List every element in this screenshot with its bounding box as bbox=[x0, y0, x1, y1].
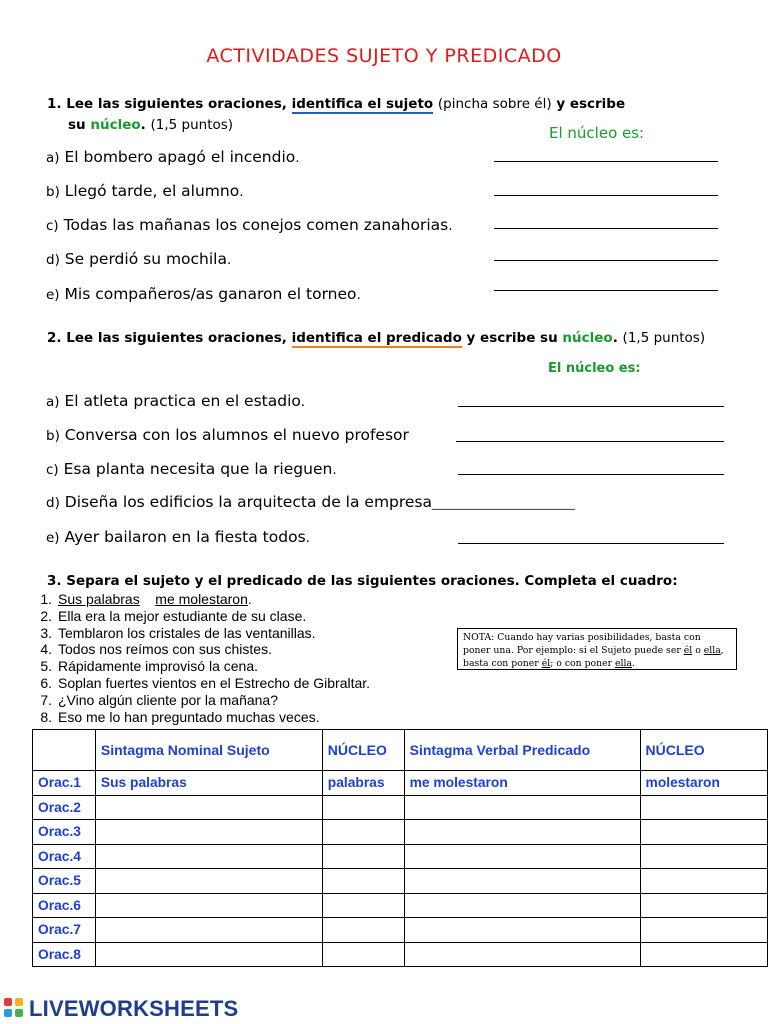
note-text: o bbox=[695, 645, 701, 656]
row-label: Orac.7 bbox=[33, 918, 96, 943]
section1-number: 1. bbox=[47, 96, 62, 112]
row-label: Orac.3 bbox=[33, 820, 96, 845]
list-item-number: 2. bbox=[40, 607, 52, 624]
table-row bbox=[33, 893, 768, 918]
s2-text-a: El atleta practica en el estadio bbox=[64, 392, 301, 410]
list-item-number: 1. bbox=[40, 591, 52, 607]
cell-sujeto[interactable] bbox=[95, 893, 322, 918]
list-item-number: 4. bbox=[40, 641, 52, 658]
s2-text-e: Ayer bailaron en la fiesta todos bbox=[64, 528, 306, 546]
note-box bbox=[457, 628, 737, 670]
list-item bbox=[32, 625, 370, 642]
row-label: Orac.4 bbox=[33, 844, 96, 869]
cell-nucleo-predicado[interactable] bbox=[640, 942, 767, 967]
section1-text-2: y escribe bbox=[556, 96, 626, 112]
s2-sentence-e bbox=[46, 528, 310, 546]
note-example: ella bbox=[615, 658, 633, 669]
s1-letter-c: c) bbox=[46, 218, 59, 234]
note-text: , basta con poner bbox=[463, 645, 724, 669]
section1-hint: (pincha sobre él) bbox=[437, 96, 552, 112]
s1-answer-line-e[interactable] bbox=[494, 290, 718, 291]
section2-nucleo-word: núcleo bbox=[562, 330, 613, 346]
row-label: Orac.6 bbox=[33, 893, 96, 918]
note-example: ella bbox=[703, 645, 721, 656]
s2-end-d: __________________________ bbox=[432, 497, 576, 510]
s2-text-b: Conversa con los alumnos el nuevo profesor bbox=[64, 426, 409, 444]
list-item bbox=[32, 675, 370, 692]
section2-instruction bbox=[47, 330, 705, 346]
section1-nucleo-label: El núcleo es: bbox=[549, 124, 645, 142]
section2-nucleo-label: El núcleo es: bbox=[548, 361, 641, 376]
section3-heading: 3. Separa el sujeto y el predicado de las siguientes oraciones. Completa el cuadro: bbox=[47, 573, 678, 589]
s1-sentence-c bbox=[46, 216, 453, 234]
list-item-text: Temblaron los cristales de las ventanillas. bbox=[58, 624, 316, 641]
table-row bbox=[33, 869, 768, 894]
s2-text-c: Esa planta necesita que la rieguen bbox=[63, 460, 333, 478]
s1-answer-line-d[interactable] bbox=[494, 260, 718, 261]
table-header-corner bbox=[33, 730, 96, 771]
cell-sujeto[interactable]: Sus palabras bbox=[95, 771, 322, 796]
section2-identify-predicate: identifica el predicado bbox=[291, 330, 462, 346]
cell-predicado[interactable] bbox=[404, 844, 640, 869]
s1-answer-line-a[interactable] bbox=[494, 161, 718, 162]
cell-nucleo-sujeto[interactable] bbox=[322, 893, 404, 918]
header-nucleo-2: NÚCLEO bbox=[640, 730, 767, 771]
list-item-text: Ella era la mejor estudiante de su clase. bbox=[58, 607, 307, 624]
s2-sentence-d bbox=[46, 493, 575, 511]
s1-sentence-b bbox=[46, 182, 244, 200]
note-text: NOTA: Cuando hay varias posibilidades, basta con poner una. Por ejemplo: si el Sujeto puede ser bbox=[463, 632, 701, 656]
s1-letter-b: b) bbox=[46, 184, 60, 200]
s2-sentence-b bbox=[46, 426, 409, 444]
s1-letter-a: a) bbox=[46, 150, 60, 166]
cell-nucleo-predicado[interactable] bbox=[640, 869, 767, 894]
section1-text-1: Lee las siguientes oraciones, bbox=[66, 96, 287, 112]
section2-text-2: y escribe su bbox=[466, 330, 558, 346]
s2-text-d: Diseña los edificios la arquitecta de la empresa bbox=[64, 493, 433, 511]
s2-answer-line-a[interactable] bbox=[458, 406, 724, 407]
s1-letter-d: d) bbox=[46, 252, 60, 268]
table-header-row bbox=[33, 730, 768, 771]
note-text: . bbox=[632, 658, 635, 669]
note-text: ; o con poner bbox=[550, 658, 613, 669]
row-label: Orac.8 bbox=[33, 942, 96, 967]
list-item-text: ¿Vino algún cliente por la mañana? bbox=[58, 691, 279, 708]
s2-answer-line-b[interactable] bbox=[456, 441, 724, 442]
section1-period: . bbox=[140, 117, 146, 133]
list-item-text: Rápidamente improvisó la cena. bbox=[58, 658, 258, 675]
answer-table bbox=[32, 729, 768, 967]
section3-list bbox=[32, 591, 370, 725]
s1-end-b: . bbox=[239, 184, 244, 200]
example-subject: Sus palabras bbox=[58, 591, 140, 607]
section2-text-1: Lee las siguientes oraciones, bbox=[66, 330, 287, 346]
table-row bbox=[33, 820, 768, 845]
cell-predicado[interactable] bbox=[404, 942, 640, 967]
cell-nucleo-sujeto[interactable] bbox=[322, 820, 404, 845]
header-nucleo-1: NÚCLEO bbox=[322, 730, 404, 771]
s1-sentence-e bbox=[46, 285, 361, 303]
section1-instruction bbox=[47, 96, 625, 112]
s2-letter-b: b) bbox=[46, 428, 60, 444]
cell-nucleo-predicado[interactable] bbox=[640, 893, 767, 918]
cell-predicado[interactable] bbox=[404, 820, 640, 845]
cell-nucleo-sujeto[interactable]: palabras bbox=[322, 771, 404, 796]
s1-letter-e: e) bbox=[46, 287, 60, 303]
cell-nucleo-predicado[interactable] bbox=[640, 820, 767, 845]
table-row bbox=[33, 918, 768, 943]
list-item-text: Soplan fuertes vientos en el Estrecho de Gibraltar. bbox=[58, 674, 371, 691]
cell-nucleo-sujeto[interactable] bbox=[322, 918, 404, 943]
example-period: . bbox=[247, 591, 252, 607]
note-example: él bbox=[541, 658, 551, 669]
s1-text-b: Llegó tarde, el alumno bbox=[64, 182, 240, 200]
cell-sujeto[interactable] bbox=[95, 918, 322, 943]
s1-end-c: . bbox=[448, 218, 453, 234]
liveworksheets-logo-icon bbox=[4, 998, 26, 1020]
list-item bbox=[32, 709, 370, 726]
cell-nucleo-sujeto[interactable] bbox=[322, 795, 404, 820]
note-example: él bbox=[683, 645, 693, 656]
s2-letter-c: c) bbox=[46, 462, 59, 478]
s2-sentence-c bbox=[46, 460, 337, 478]
cell-nucleo-predicado[interactable] bbox=[640, 795, 767, 820]
table-row bbox=[33, 844, 768, 869]
row-label: Orac.1 bbox=[33, 771, 96, 796]
cell-sujeto[interactable] bbox=[95, 795, 322, 820]
header-sintagma-nominal: Sintagma Nominal Sujeto bbox=[95, 730, 322, 771]
cell-predicado[interactable] bbox=[404, 795, 640, 820]
list-item-number: 7. bbox=[40, 691, 52, 708]
list-item-number: 5. bbox=[40, 658, 52, 675]
table-row bbox=[33, 795, 768, 820]
cell-predicado[interactable]: me molestaron bbox=[404, 771, 640, 796]
s2-end-a: . bbox=[300, 394, 306, 410]
example-predicate: me molestaron bbox=[155, 591, 248, 607]
s1-end-d: . bbox=[226, 252, 232, 268]
s2-sentence-a bbox=[46, 392, 305, 410]
cell-nucleo-predicado[interactable] bbox=[640, 918, 767, 943]
s1-sentence-a bbox=[46, 148, 300, 166]
cell-sujeto[interactable] bbox=[95, 869, 322, 894]
s1-answer-line-b[interactable] bbox=[494, 195, 718, 196]
section2-number: 2. bbox=[47, 330, 62, 346]
cell-nucleo-sujeto[interactable] bbox=[322, 942, 404, 967]
list-item-number: 8. bbox=[40, 708, 52, 725]
list-item-number: 6. bbox=[40, 674, 52, 691]
s1-text-c: Todas las mañanas los conejos comen zanahorias bbox=[63, 216, 449, 234]
s1-end-e: . bbox=[356, 287, 361, 303]
header-sintagma-verbal: Sintagma Verbal Predicado bbox=[404, 730, 640, 771]
list-item bbox=[32, 591, 370, 608]
list-item bbox=[32, 692, 370, 709]
s1-answer-line-c[interactable] bbox=[494, 228, 718, 229]
s1-text-d: Se perdió su mochila bbox=[64, 250, 227, 268]
cell-predicado[interactable] bbox=[404, 893, 640, 918]
section1-text-3: su bbox=[68, 117, 86, 133]
s1-end-a: . bbox=[295, 150, 300, 166]
section1-identify-subject: identifica el sujeto bbox=[291, 96, 434, 112]
cell-sujeto[interactable] bbox=[95, 844, 322, 869]
s1-sentence-d bbox=[46, 250, 231, 268]
s2-end-e: . bbox=[305, 530, 310, 546]
cell-predicado[interactable] bbox=[404, 918, 640, 943]
cell-nucleo-sujeto[interactable] bbox=[322, 869, 404, 894]
table-row bbox=[33, 942, 768, 967]
section1-instruction-line2 bbox=[68, 117, 233, 133]
list-item-text: Eso me lo han preguntado muchas veces. bbox=[58, 708, 320, 725]
cell-predicado[interactable] bbox=[404, 869, 640, 894]
s1-text-e: Mis compañeros/as ganaron el torneo bbox=[64, 285, 357, 303]
s2-letter-e: e) bbox=[46, 530, 60, 546]
list-item-text: Todos nos reímos con sus chistes. bbox=[58, 641, 272, 658]
s2-end-c: . bbox=[332, 462, 337, 478]
section2-period: . bbox=[612, 330, 618, 346]
table-row bbox=[33, 771, 768, 796]
cell-nucleo-predicado[interactable]: molestaron bbox=[640, 771, 767, 796]
s2-letter-a: a) bbox=[46, 394, 60, 410]
cell-sujeto[interactable] bbox=[95, 942, 322, 967]
worksheet-title: ACTIVIDADES SUJETO Y PREDICADO bbox=[206, 45, 562, 67]
s2-letter-d: d) bbox=[46, 495, 60, 511]
row-label: Orac.5 bbox=[33, 869, 96, 894]
cell-nucleo-sujeto[interactable] bbox=[322, 844, 404, 869]
row-label: Orac.2 bbox=[33, 795, 96, 820]
liveworksheets-logo-text: LIVEWORKSHEETS bbox=[29, 996, 239, 1021]
s2-answer-line-e[interactable] bbox=[458, 543, 724, 544]
section1-nucleo-word: núcleo bbox=[90, 117, 141, 133]
cell-sujeto[interactable] bbox=[95, 820, 322, 845]
section2-points: (1,5 puntos) bbox=[622, 330, 706, 346]
s1-text-a: El bombero apagó el incendio bbox=[64, 148, 296, 166]
section1-points: (1,5 puntos) bbox=[150, 117, 234, 133]
cell-nucleo-predicado[interactable] bbox=[640, 844, 767, 869]
list-item bbox=[32, 641, 370, 658]
list-item-number: 3. bbox=[40, 624, 52, 641]
list-item bbox=[32, 658, 370, 675]
liveworksheets-logo[interactable] bbox=[4, 996, 238, 1022]
list-item bbox=[32, 608, 370, 625]
s2-answer-line-c[interactable] bbox=[458, 474, 724, 475]
